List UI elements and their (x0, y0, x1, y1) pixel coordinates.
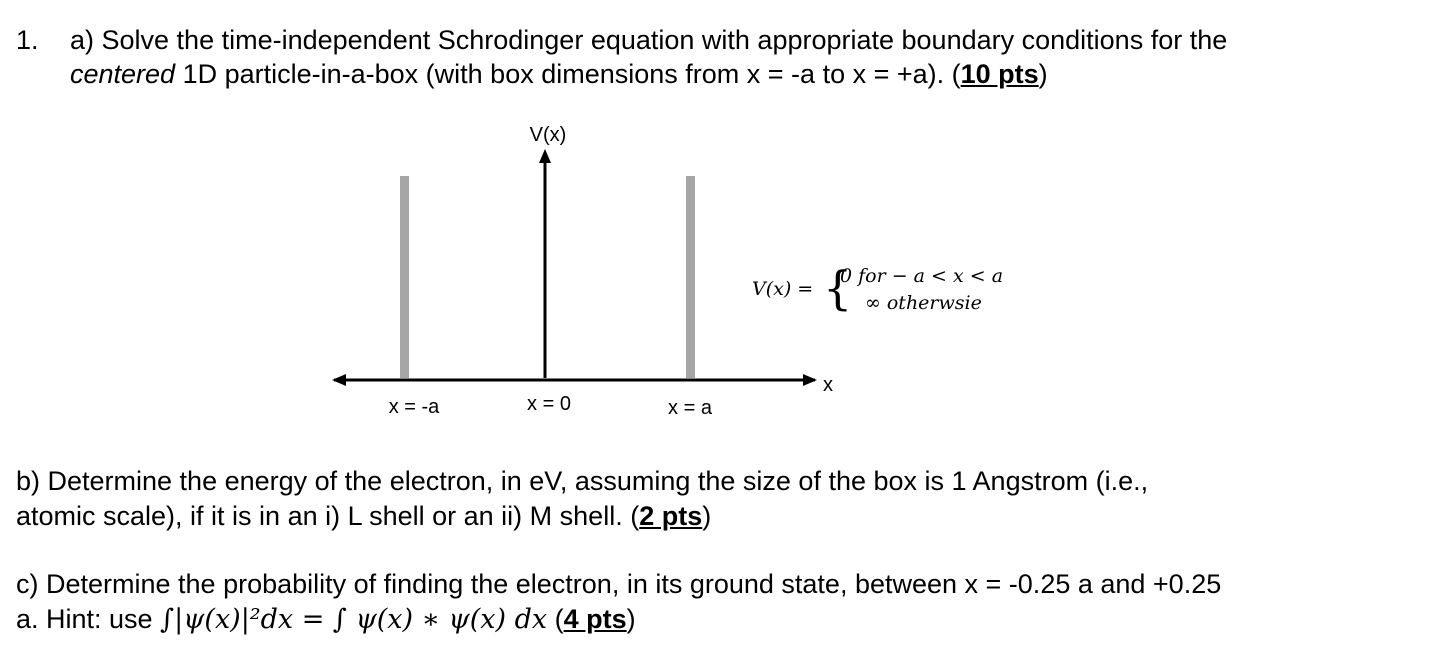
equation-case-1: 0 for − a < x < a (840, 265, 1004, 287)
part-c-line2-text: a. Hint: use (16, 604, 161, 634)
x-axis-left-arrow (332, 374, 346, 386)
tick-label-zero: x = 0 (527, 393, 571, 415)
part-b-points: 2 pts (639, 501, 703, 531)
part-a-close-paren: ) (1038, 59, 1048, 89)
tick-label-minus-a: x = -a (388, 396, 440, 418)
hint-formula: ∫|ψ(x)|²dx = ∫ ψ(x) ∗ ψ(x) dx (160, 604, 548, 635)
part-b-line1: b) Determine the energy of the electron, in eV, assuming the size of the box is 1 Angstrom (i.e., (16, 466, 1149, 496)
centered-word: centered (70, 59, 176, 89)
y-axis-label: V(x) (529, 124, 567, 146)
left-wall (400, 176, 409, 378)
question-number: 1. (16, 25, 39, 55)
part-c-open-paren: ( (547, 604, 564, 634)
part-a-points: 10 pts (960, 59, 1039, 89)
right-wall (686, 176, 695, 378)
part-b-close-paren: ) (702, 501, 712, 531)
part-c-close-paren: ) (626, 604, 636, 634)
part-a-line2-text: 1D particle-in-a-box (with box dimensions from x = -a to x = +a). ( (175, 59, 961, 89)
equation-brace: { (823, 261, 853, 315)
y-axis-arrow (539, 149, 551, 163)
x-axis-label: x (823, 374, 833, 396)
equation-lhs: V(x) = (752, 278, 814, 300)
part-c-points: 4 pts (563, 604, 627, 634)
tick-label-plus-a: x = a (668, 397, 712, 419)
part-a-line1: a) Solve the time-independent Schrodinger equation with appropriate boundary conditions for the (70, 25, 1228, 55)
part-b-line2 (16, 499, 711, 533)
equation-case-2: ∞ otherwsie (865, 292, 982, 314)
part-c-line2 (16, 602, 636, 637)
part-c-line1: c) Determine the probability of finding the electron, in its ground state, between x = -0.25 a and +0.25 (16, 569, 1222, 599)
x-axis-right-arrow (803, 374, 817, 386)
part-b-line2-text: atomic scale), if it is in an i) L shell or an ii) M shell. ( (16, 501, 640, 531)
